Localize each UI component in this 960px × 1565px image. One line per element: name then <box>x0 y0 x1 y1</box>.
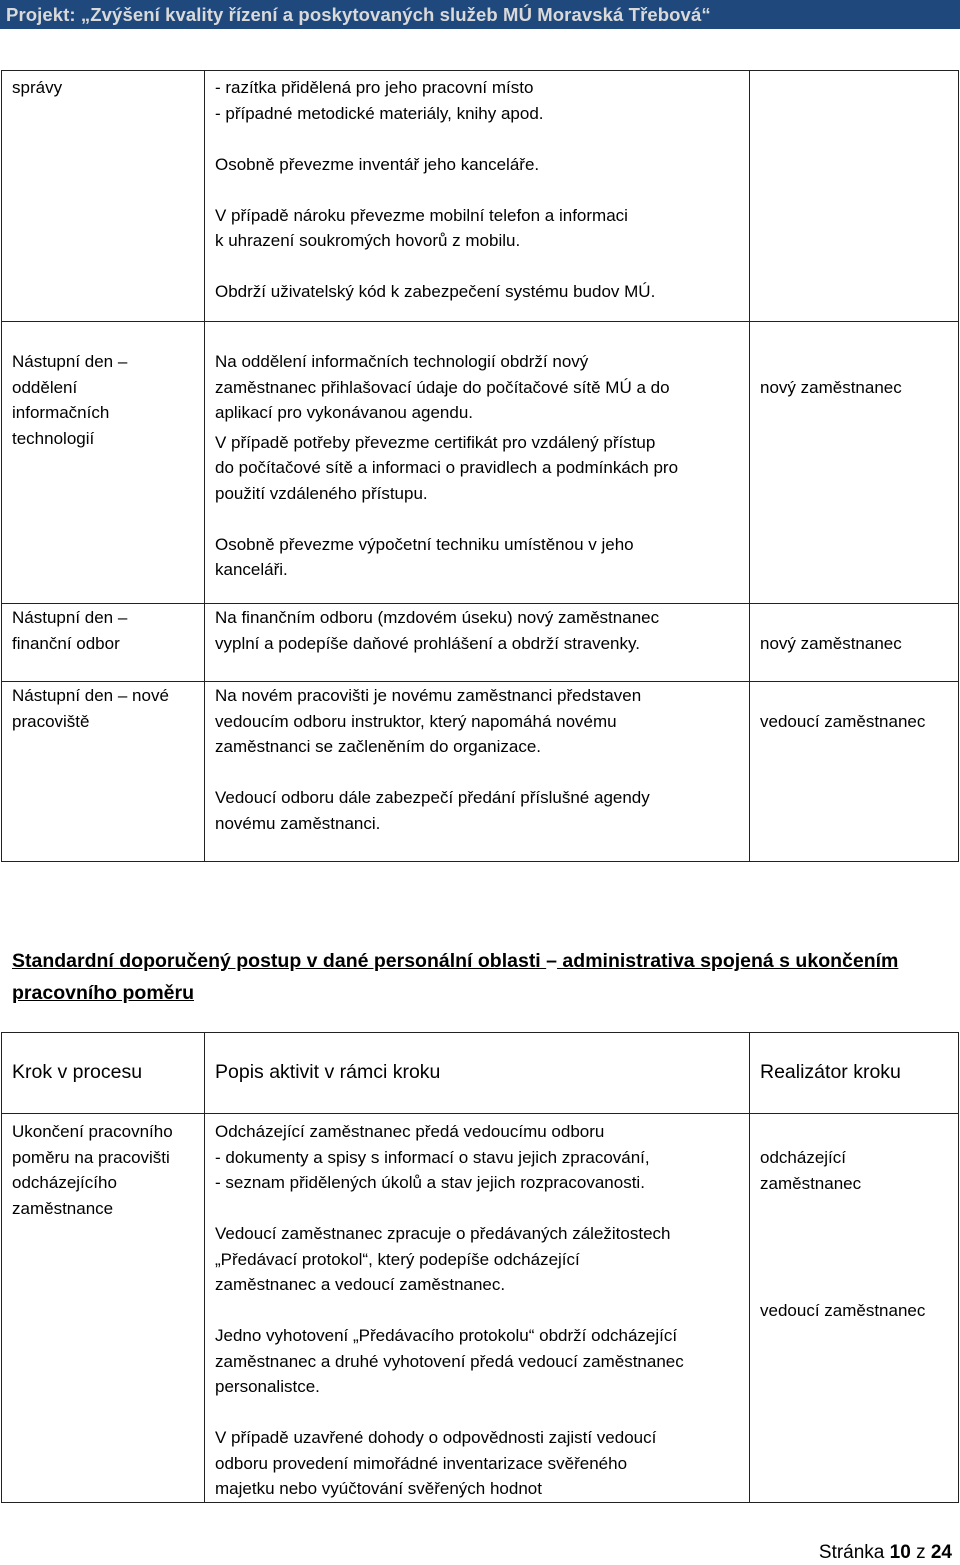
step-cell <box>2 322 205 604</box>
activities-cell <box>205 604 750 682</box>
activity-line: - seznam přidělených úkolů a stav jejich rozpracovanosti. <box>215 1173 645 1192</box>
activity-line: V případě uzavřené dohody o odpovědnosti zajistí vedoucí <box>215 1428 657 1447</box>
actor-cell <box>750 322 959 604</box>
activity-line: vyplní a podepíše daňové prohlášení a obdrží stravenky. <box>215 633 640 653</box>
activity-line: V případě nároku převezme mobilní telefon a informaci <box>215 205 628 225</box>
heading-prefix: Standardní doporučený postup v dané personální oblasti <box>12 950 547 972</box>
footer-label: Stránka <box>818 1542 890 1563</box>
step-label: Nástupní den – nové pracoviště <box>12 686 169 731</box>
actor-label: odcházející zaměstnanec <box>760 1148 862 1193</box>
actor-label: nový zaměstnanec <box>760 634 902 653</box>
step-cell <box>2 604 205 682</box>
termination-table <box>1 1032 959 1503</box>
actor-label: vedoucí zaměstnanec <box>760 1301 926 1320</box>
project-title: Projekt: „Zvýšení kvality řízení a poskytovaných služeb MÚ Moravská Třebová“ <box>6 4 711 25</box>
column-header: Realizátor kroku <box>750 1033 959 1114</box>
page-footer <box>819 1542 952 1564</box>
heading-suffix: administrativa spojená s ukončením pracovního poměru <box>12 950 899 1004</box>
page-total: 24 <box>930 1542 952 1563</box>
activity-line: kanceláři. <box>215 560 288 579</box>
section-heading <box>12 945 942 1009</box>
step-label: správy <box>12 78 63 97</box>
activity-line: majetku nebo vyúčtování svěřených hodnot <box>215 1479 542 1498</box>
step-label: Nástupní den – oddělení informačních technologií <box>12 352 128 448</box>
activity-line: Vedoucí odboru dále zabezpečí předání příslušné agendy <box>215 788 650 807</box>
activity-line: - dokumenty a spisy s informací o stavu jejich zpracování, <box>215 1147 650 1167</box>
step-cell <box>2 682 205 862</box>
heading-dash: – <box>546 950 558 972</box>
activity-line: použití vzdáleného přístupu. <box>215 483 428 503</box>
activity-line: Jedno vyhotovení „Předávacího protokolu“ obdrží odcházející <box>215 1326 678 1345</box>
footer-sep: z <box>910 1542 931 1563</box>
activity-line: personalistce. <box>215 1377 320 1396</box>
step-cell <box>2 1114 205 1503</box>
activity-line: Na oddělení informačních technologií obdrží nový <box>215 352 589 371</box>
activity-line: aplikací pro vykonávanou agendu. <box>215 403 474 422</box>
activity-line: Odcházející zaměstnanec předá vedoucímu odboru <box>215 1122 605 1141</box>
activities-cell <box>205 1114 750 1503</box>
actor-label: nový zaměstnanec <box>760 378 902 397</box>
actor-cell <box>750 71 959 322</box>
activities-cell <box>205 682 750 862</box>
table-row <box>2 604 959 682</box>
activity-line: Vedoucí zaměstnanec zpracuje o předávaných záležitostech <box>215 1224 671 1243</box>
activity-line: „Předávací protokol“, který podepíše odcházející <box>215 1249 580 1269</box>
table-row <box>2 322 959 604</box>
step-label: Nástupní den – finanční odbor <box>12 608 128 653</box>
activity-line: do počítačové sítě a informaci o pravidlech a podmínkách pro <box>215 458 679 477</box>
table-header-row <box>2 1033 959 1114</box>
table-row <box>2 682 959 862</box>
actor-label: vedoucí zaměstnanec <box>760 712 926 731</box>
step-cell <box>2 71 205 322</box>
project-header-banner <box>0 0 960 29</box>
activity-line: Na novém pracovišti je novému zaměstnanci představen <box>215 686 642 705</box>
onboarding-table <box>1 70 959 862</box>
activity-line: k uhrazení soukromých hovorů z mobilu. <box>215 231 521 250</box>
table-row <box>2 71 959 322</box>
activity-line: zaměstnanec a vedoucí zaměstnanec. <box>215 1275 506 1294</box>
activity-line: zaměstnanec přihlašovací údaje do počítačové sítě MÚ a do <box>215 377 670 397</box>
activities-cell <box>205 71 750 322</box>
activity-line: V případě potřeby převezme certifikát pro vzdálený přístup <box>215 432 656 452</box>
activity-line: - razítka přidělená pro jeho pracovní místo <box>215 78 534 97</box>
activities-cell <box>205 322 750 604</box>
activity-line: vedoucím odboru instruktor, který napomáhá novému <box>215 711 617 731</box>
activity-line: novému zaměstnanci. <box>215 813 381 833</box>
step-label: Ukončení pracovního poměru na pracovišti odcházejícího zaměstnance <box>12 1122 173 1218</box>
activity-line: Osobně převezme inventář jeho kanceláře. <box>215 154 540 174</box>
activity-line: Obdrží uživatelský kód k zabezpečení systému budov MÚ. <box>215 282 656 301</box>
activity-line: Na finančním odboru (mzdovém úseku) nový zaměstnanec <box>215 608 660 627</box>
table-row <box>2 1114 959 1503</box>
actor-cell <box>750 1114 959 1503</box>
activity-line: Osobně převezme výpočetní techniku umístěnou v jeho <box>215 534 634 554</box>
activity-line: zaměstnanci se začleněním do organizace. <box>215 737 542 756</box>
column-header: Krok v procesu <box>2 1033 205 1114</box>
activity-line: - případné metodické materiály, knihy apod. <box>215 103 544 123</box>
activity-line: odboru provedení mimořádné inventarizace svěřeného <box>215 1453 628 1473</box>
actor-cell <box>750 604 959 682</box>
activity-line: zaměstnanec a druhé vyhotovení předá vedoucí zaměstnanec <box>215 1351 684 1371</box>
page-number: 10 <box>889 1542 911 1563</box>
actor-cell <box>750 682 959 862</box>
column-header: Popis aktivit v rámci kroku <box>205 1033 750 1114</box>
